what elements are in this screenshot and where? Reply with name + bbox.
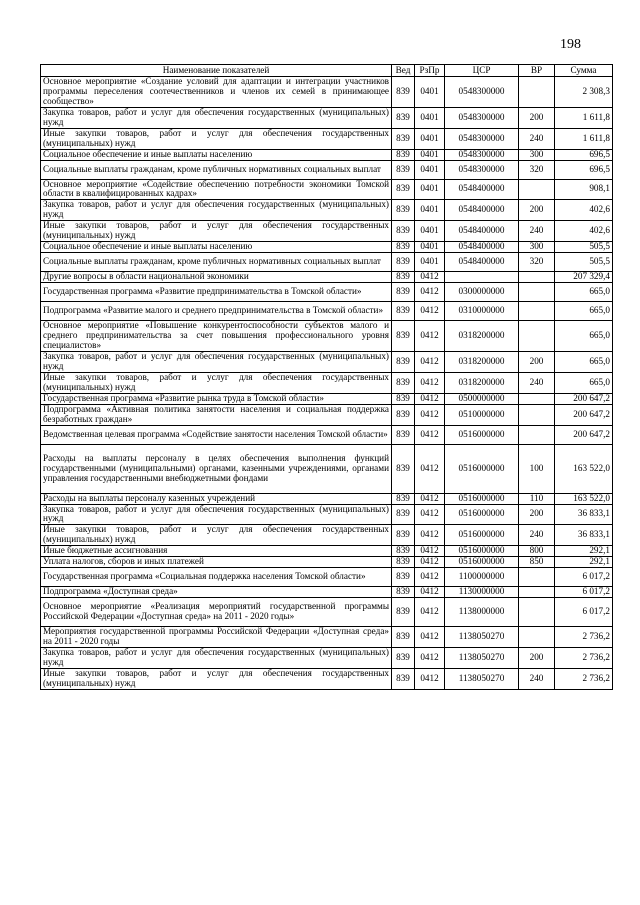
table-row	[41, 242, 613, 253]
cell-ved: 839	[392, 444, 415, 493]
cell-vr: 200	[519, 200, 555, 221]
cell-name: Уплата налогов, сборов и иных платежей	[41, 557, 392, 568]
cell-name: Основное мероприятие «Содействие обеспечению потребности экономики Томской области в квалифицированных кадрах»	[41, 179, 392, 200]
table-row	[41, 179, 613, 200]
cell-ved: 839	[392, 179, 415, 200]
cell-name: Государственная программа «Социальная поддержка населения Томской области»	[41, 568, 392, 587]
cell-vr: 200	[519, 647, 555, 668]
cell-name: Подпрограмма «Развитие малого и среднего предпринимательства в Томской области»	[41, 302, 392, 321]
cell-vr: 300	[519, 242, 555, 253]
cell-vr	[519, 321, 555, 352]
cell-rzpr: 0412	[415, 668, 445, 689]
cell-name: Государственная программа «Развитие рынка труда в Томской области»	[41, 393, 392, 404]
cell-ved: 839	[392, 598, 415, 627]
table-row	[41, 393, 613, 404]
cell-rzpr: 0401	[415, 160, 445, 179]
cell-rzpr: 0412	[415, 393, 445, 404]
cell-name: Расходы на выплаты персоналу в целях обеспечения выполнения функций государственными (муниципальными) органами, казенными учреждениями, органами управления государственными внебюджетными фондами	[41, 444, 392, 493]
cell-sum: 292,1	[555, 546, 613, 557]
cell-ved: 839	[392, 242, 415, 253]
cell-vr: 850	[519, 557, 555, 568]
cell-ved: 839	[392, 77, 415, 108]
cell-ved: 839	[392, 221, 415, 242]
cell-csr: 0548300000	[445, 128, 519, 149]
cell-ved: 839	[392, 557, 415, 568]
cell-csr: 1138050270	[445, 627, 519, 648]
cell-vr: 240	[519, 668, 555, 689]
cell-vr	[519, 568, 555, 587]
cell-csr: 1138050270	[445, 668, 519, 689]
cell-csr: 0510000000	[445, 404, 519, 425]
cell-sum: 402,6	[555, 221, 613, 242]
cell-ved: 839	[392, 272, 415, 283]
cell-csr: 0548400000	[445, 253, 519, 272]
header-csr: ЦСР	[445, 65, 519, 77]
cell-vr	[519, 302, 555, 321]
cell-sum: 207 329,4	[555, 272, 613, 283]
cell-csr: 0548300000	[445, 160, 519, 179]
cell-ved: 839	[392, 647, 415, 668]
cell-ved: 839	[392, 302, 415, 321]
cell-name: Основное мероприятие «Создание условий для адаптации и интеграции участников программы переселения соотечественников и членов их семей в принимающее сообщество»	[41, 77, 392, 108]
cell-rzpr: 0412	[415, 302, 445, 321]
cell-rzpr: 0412	[415, 283, 445, 302]
header-sum: Сумма	[555, 65, 613, 77]
table-row	[41, 149, 613, 160]
table-row	[41, 404, 613, 425]
cell-ved: 839	[392, 372, 415, 393]
cell-sum: 696,5	[555, 160, 613, 179]
table-row	[41, 160, 613, 179]
cell-sum: 2 736,2	[555, 647, 613, 668]
table-row	[41, 557, 613, 568]
cell-name: Расходы на выплаты персоналу казенных учреждений	[41, 493, 392, 504]
cell-csr: 0548300000	[445, 149, 519, 160]
table-row	[41, 321, 613, 352]
cell-csr: 1138000000	[445, 598, 519, 627]
table-row	[41, 493, 613, 504]
cell-ved: 839	[392, 149, 415, 160]
cell-name: Иные закупки товаров, работ и услуг для обеспечения государственных (муниципальных) нужд	[41, 525, 392, 546]
cell-rzpr: 0412	[415, 404, 445, 425]
header-ved: Вед	[392, 65, 415, 77]
cell-name: Мероприятия государственной программы Российской Федерации «Доступная среда» на 2011 - 2020 годы	[41, 627, 392, 648]
cell-vr: 100	[519, 444, 555, 493]
table-row	[41, 221, 613, 242]
header-vr: ВР	[519, 65, 555, 77]
table-row	[41, 272, 613, 283]
cell-vr	[519, 272, 555, 283]
cell-name: Социальные выплаты гражданам, кроме публичных нормативных социальных выплат	[41, 160, 392, 179]
table-row	[41, 302, 613, 321]
cell-csr: 0516000000	[445, 425, 519, 444]
cell-ved: 839	[392, 352, 415, 373]
cell-csr: 0516000000	[445, 546, 519, 557]
cell-vr	[519, 77, 555, 108]
cell-sum: 200 647,2	[555, 404, 613, 425]
table-row	[41, 283, 613, 302]
cell-rzpr: 0412	[415, 272, 445, 283]
cell-name: Подпрограмма «Доступная среда»	[41, 587, 392, 598]
cell-rzpr: 0412	[415, 557, 445, 568]
cell-name: Социальное обеспечение и иные выплаты населению	[41, 149, 392, 160]
cell-rzpr: 0401	[415, 242, 445, 253]
cell-name: Закупка товаров, работ и услуг для обеспечения государственных (муниципальных) нужд	[41, 352, 392, 373]
table-row	[41, 598, 613, 627]
cell-csr: 0516000000	[445, 493, 519, 504]
cell-csr: 0318200000	[445, 352, 519, 373]
cell-ved: 839	[392, 587, 415, 598]
cell-name: Иные закупки товаров, работ и услуг для обеспечения государственных (муниципальных) нужд	[41, 221, 392, 242]
cell-csr: 0548400000	[445, 221, 519, 242]
cell-csr: 0300000000	[445, 283, 519, 302]
cell-vr	[519, 283, 555, 302]
cell-vr: 240	[519, 525, 555, 546]
cell-sum: 2 308,3	[555, 77, 613, 108]
table-row	[41, 107, 613, 128]
cell-name: Подпрограмма «Активная политика занятости населения и социальная поддержка безработных граждан»	[41, 404, 392, 425]
table-row	[41, 627, 613, 648]
cell-ved: 839	[392, 107, 415, 128]
header-rzpr: РзПр	[415, 65, 445, 77]
cell-rzpr: 0412	[415, 587, 445, 598]
cell-csr: 0310000000	[445, 302, 519, 321]
cell-sum: 2 736,2	[555, 668, 613, 689]
cell-sum: 1 611,8	[555, 128, 613, 149]
cell-sum: 36 833,1	[555, 525, 613, 546]
cell-rzpr: 0412	[415, 444, 445, 493]
cell-name: Иные закупки товаров, работ и услуг для обеспечения государственных (муниципальных) нужд	[41, 372, 392, 393]
cell-rzpr: 0412	[415, 598, 445, 627]
cell-rzpr: 0401	[415, 253, 445, 272]
cell-csr: 0548300000	[445, 77, 519, 108]
cell-vr: 200	[519, 352, 555, 373]
table-row	[41, 444, 613, 493]
cell-csr: 1138050270	[445, 647, 519, 668]
cell-vr: 240	[519, 221, 555, 242]
cell-vr: 240	[519, 128, 555, 149]
cell-vr: 800	[519, 546, 555, 557]
header-row	[41, 65, 613, 77]
cell-csr: 0318200000	[445, 321, 519, 352]
cell-name: Закупка товаров, работ и услуг для обеспечения государственных (муниципальных) нужд	[41, 647, 392, 668]
cell-sum: 665,0	[555, 372, 613, 393]
cell-ved: 839	[392, 393, 415, 404]
cell-rzpr: 0401	[415, 221, 445, 242]
cell-csr: 0548400000	[445, 242, 519, 253]
cell-csr: 0500000000	[445, 393, 519, 404]
cell-sum: 505,5	[555, 253, 613, 272]
cell-sum: 200 647,2	[555, 393, 613, 404]
table-row	[41, 200, 613, 221]
cell-sum: 36 833,1	[555, 504, 613, 525]
cell-ved: 839	[392, 404, 415, 425]
cell-rzpr: 0412	[415, 352, 445, 373]
cell-name: Государственная программа «Развитие предпринимательства в Томской области»	[41, 283, 392, 302]
table-row	[41, 546, 613, 557]
budget-table	[40, 64, 613, 690]
table-row	[41, 352, 613, 373]
cell-vr	[519, 425, 555, 444]
cell-name: Основное мероприятие «Реализация мероприятий государственной программы Российской Федерации «Доступная среда» на 2011 - 2020 годы»	[41, 598, 392, 627]
table-row	[41, 525, 613, 546]
cell-sum: 2 736,2	[555, 627, 613, 648]
cell-csr: 0516000000	[445, 525, 519, 546]
cell-sum: 163 522,0	[555, 493, 613, 504]
cell-ved: 839	[392, 321, 415, 352]
table-row	[41, 647, 613, 668]
cell-name: Иные бюджетные ассигнования	[41, 546, 392, 557]
table-row	[41, 77, 613, 108]
table-row	[41, 253, 613, 272]
cell-name: Ведомственная целевая программа «Содействие занятости населения Томской области»	[41, 425, 392, 444]
cell-ved: 839	[392, 128, 415, 149]
cell-rzpr: 0412	[415, 525, 445, 546]
header-name: Наименование показателей	[41, 65, 392, 77]
table-row	[41, 587, 613, 598]
cell-ved: 839	[392, 627, 415, 648]
cell-vr: 320	[519, 253, 555, 272]
cell-csr: 0548400000	[445, 179, 519, 200]
cell-vr: 240	[519, 372, 555, 393]
cell-vr: 200	[519, 504, 555, 525]
cell-sum: 665,0	[555, 352, 613, 373]
cell-name: Основное мероприятие «Повышение конкурентоспособности субъектов малого и среднего предпринимательства за счет повышения профессионального уровня специалистов»	[41, 321, 392, 352]
page-number: 198	[560, 37, 581, 52]
cell-ved: 839	[392, 493, 415, 504]
cell-rzpr: 0412	[415, 627, 445, 648]
table-row	[41, 425, 613, 444]
cell-vr: 200	[519, 107, 555, 128]
cell-rzpr: 0412	[415, 546, 445, 557]
cell-ved: 839	[392, 253, 415, 272]
table-row	[41, 372, 613, 393]
cell-rzpr: 0401	[415, 107, 445, 128]
cell-ved: 839	[392, 568, 415, 587]
cell-name: Иные закупки товаров, работ и услуг для обеспечения государственных (муниципальных) нужд	[41, 668, 392, 689]
cell-vr	[519, 598, 555, 627]
cell-sum: 1 611,8	[555, 107, 613, 128]
cell-csr: 0548300000	[445, 107, 519, 128]
cell-sum: 505,5	[555, 242, 613, 253]
cell-vr: 110	[519, 493, 555, 504]
cell-vr	[519, 179, 555, 200]
cell-name: Социальные выплаты гражданам, кроме публичных нормативных социальных выплат	[41, 253, 392, 272]
cell-csr	[445, 272, 519, 283]
cell-name: Иные закупки товаров, работ и услуг для обеспечения государственных (муниципальных) нужд	[41, 128, 392, 149]
cell-csr: 0516000000	[445, 557, 519, 568]
cell-name: Закупка товаров, работ и услуг для обеспечения государственных (муниципальных) нужд	[41, 200, 392, 221]
cell-ved: 839	[392, 160, 415, 179]
table-row	[41, 668, 613, 689]
cell-ved: 839	[392, 425, 415, 444]
cell-rzpr: 0412	[415, 425, 445, 444]
cell-csr: 0548400000	[445, 200, 519, 221]
cell-rzpr: 0412	[415, 321, 445, 352]
cell-vr	[519, 393, 555, 404]
cell-rzpr: 0412	[415, 372, 445, 393]
cell-csr: 0516000000	[445, 444, 519, 493]
cell-sum: 200 647,2	[555, 425, 613, 444]
cell-ved: 839	[392, 200, 415, 221]
cell-rzpr: 0401	[415, 179, 445, 200]
cell-ved: 839	[392, 504, 415, 525]
cell-name: Закупка товаров, работ и услуг для обеспечения государственных (муниципальных) нужд	[41, 504, 392, 525]
cell-rzpr: 0401	[415, 149, 445, 160]
table-row	[41, 568, 613, 587]
cell-name: Социальное обеспечение и иные выплаты населению	[41, 242, 392, 253]
cell-sum: 6 017,2	[555, 598, 613, 627]
cell-sum: 6 017,2	[555, 587, 613, 598]
cell-rzpr: 0412	[415, 647, 445, 668]
cell-sum: 665,0	[555, 321, 613, 352]
cell-sum: 665,0	[555, 283, 613, 302]
cell-vr	[519, 627, 555, 648]
cell-rzpr: 0401	[415, 128, 445, 149]
cell-ved: 839	[392, 668, 415, 689]
cell-csr: 0516000000	[445, 504, 519, 525]
cell-vr	[519, 587, 555, 598]
cell-sum: 665,0	[555, 302, 613, 321]
cell-sum: 292,1	[555, 557, 613, 568]
cell-vr: 300	[519, 149, 555, 160]
table-row	[41, 504, 613, 525]
cell-rzpr: 0412	[415, 568, 445, 587]
cell-sum: 163 522,0	[555, 444, 613, 493]
cell-ved: 839	[392, 283, 415, 302]
cell-vr	[519, 404, 555, 425]
cell-csr: 1130000000	[445, 587, 519, 598]
cell-sum: 696,5	[555, 149, 613, 160]
cell-vr: 320	[519, 160, 555, 179]
cell-ved: 839	[392, 525, 415, 546]
cell-rzpr: 0412	[415, 504, 445, 525]
cell-rzpr: 0412	[415, 493, 445, 504]
cell-name: Другие вопросы в области национальной экономики	[41, 272, 392, 283]
cell-sum: 402,6	[555, 200, 613, 221]
cell-rzpr: 0401	[415, 77, 445, 108]
cell-csr: 0318200000	[445, 372, 519, 393]
cell-sum: 908,1	[555, 179, 613, 200]
cell-name: Закупка товаров, работ и услуг для обеспечения государственных (муниципальных) нужд	[41, 107, 392, 128]
cell-ved: 839	[392, 546, 415, 557]
cell-sum: 6 017,2	[555, 568, 613, 587]
cell-csr: 1100000000	[445, 568, 519, 587]
table-row	[41, 128, 613, 149]
cell-rzpr: 0401	[415, 200, 445, 221]
